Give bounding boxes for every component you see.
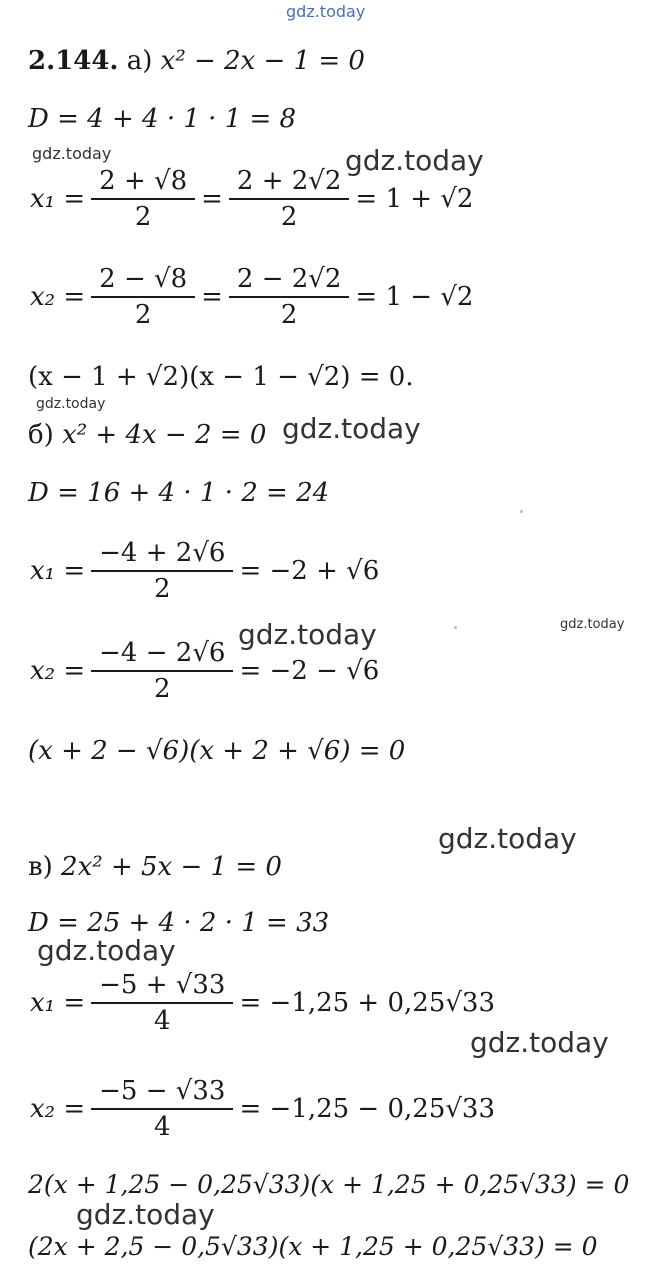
root-lhs: x₂ = [30,656,86,686]
denominator: 2 [91,670,233,704]
root-x1-a [26,166,477,232]
part-label-c: в) [28,852,53,882]
numerator: −5 + √33 [99,970,226,1000]
root-x1-b [26,538,383,604]
fraction [95,1076,229,1142]
watermark: gdz.today [37,934,176,967]
root-result: = 1 + √2 [355,184,474,214]
denominator: 2 [91,570,233,604]
factorization-a: (x − 1 + √2)(x − 1 − √2) = 0. [28,362,414,392]
equation-a: x² − 2x − 1 = 0 [160,46,365,76]
watermark: gdz.today [345,144,484,177]
root-lhs: x₂ = [30,1094,86,1124]
root-result: = −2 + √6 [239,556,380,586]
root-x2-b [26,638,383,704]
factorization-c-2: (2x + 2,5 − 0,5√33)(x + 1,25 + 0,25√33) = 0 [28,1232,598,1261]
watermark-top: gdz.today [286,2,366,21]
root-x2-a [26,264,477,330]
denominator: 2 [229,296,350,330]
fraction [233,166,346,232]
problem-b-header [28,420,266,450]
numerator: −5 − √33 [99,1076,226,1106]
root-lhs: x₂ = [30,282,86,312]
denominator: 4 [91,1002,233,1036]
root-result: = −2 − √6 [239,656,380,686]
discriminant-a: D = 4 + 4 · 1 · 1 = 8 [28,104,297,134]
watermark: gdz.today [470,1026,609,1059]
numerator: 2 − 2√2 [236,264,342,294]
equation-c: 2x² + 5x − 1 = 0 [61,852,282,882]
numerator: 2 − √8 [99,264,188,294]
watermark: gdz.today [36,396,106,412]
speck [520,510,523,513]
denominator: 2 [91,296,195,330]
discriminant-c: D = 25 + 4 · 2 · 1 = 33 [28,908,330,938]
fraction [95,166,191,232]
watermark: gdz.today [282,412,421,445]
problem-number: 2.144. [28,46,119,76]
root-lhs: x₁ = [30,556,86,586]
factorization-b: (x + 2 − √6)(x + 2 + √6) = 0 [28,736,406,766]
numerator: 2 + √8 [99,166,188,196]
discriminant-b: D = 16 + 4 · 1 · 2 = 24 [28,478,330,508]
root-x1-c [26,970,499,1036]
speck [454,626,457,629]
numerator: −4 − 2√6 [99,638,226,668]
watermark: gdz.today [438,822,577,855]
root-lhs: x₁ = [30,184,86,214]
numerator: 2 + 2√2 [236,166,342,196]
root-result: = −1,25 + 0,25√33 [239,988,496,1018]
denominator: 4 [91,1108,233,1142]
watermark: gdz.today [32,144,112,163]
equation-b: x² + 4x − 2 = 0 [62,420,267,450]
denominator: 2 [91,198,195,232]
denominator: 2 [229,198,350,232]
equals-sign: = [201,282,223,312]
part-label-a: а) [126,46,153,76]
fraction [233,264,346,330]
part-label-b: б) [28,420,54,450]
root-result: = 1 − √2 [355,282,474,312]
numerator: −4 + 2√6 [99,538,226,568]
problem-c-header [28,852,282,882]
root-lhs: x₁ = [30,988,86,1018]
factorization-c-1: 2(x + 1,25 − 0,25√33)(x + 1,25 + 0,25√33) = 0 [28,1170,630,1199]
fraction [95,264,191,330]
fraction [95,638,229,704]
problem-a-header [28,46,365,76]
root-x2-c [26,1076,499,1142]
fraction [95,538,229,604]
watermark: gdz.today [76,1198,215,1231]
watermark: gdz.today [560,617,625,632]
equals-sign: = [201,184,223,214]
root-result: = −1,25 − 0,25√33 [239,1094,496,1124]
watermark: gdz.today [238,618,377,651]
fraction [95,970,229,1036]
